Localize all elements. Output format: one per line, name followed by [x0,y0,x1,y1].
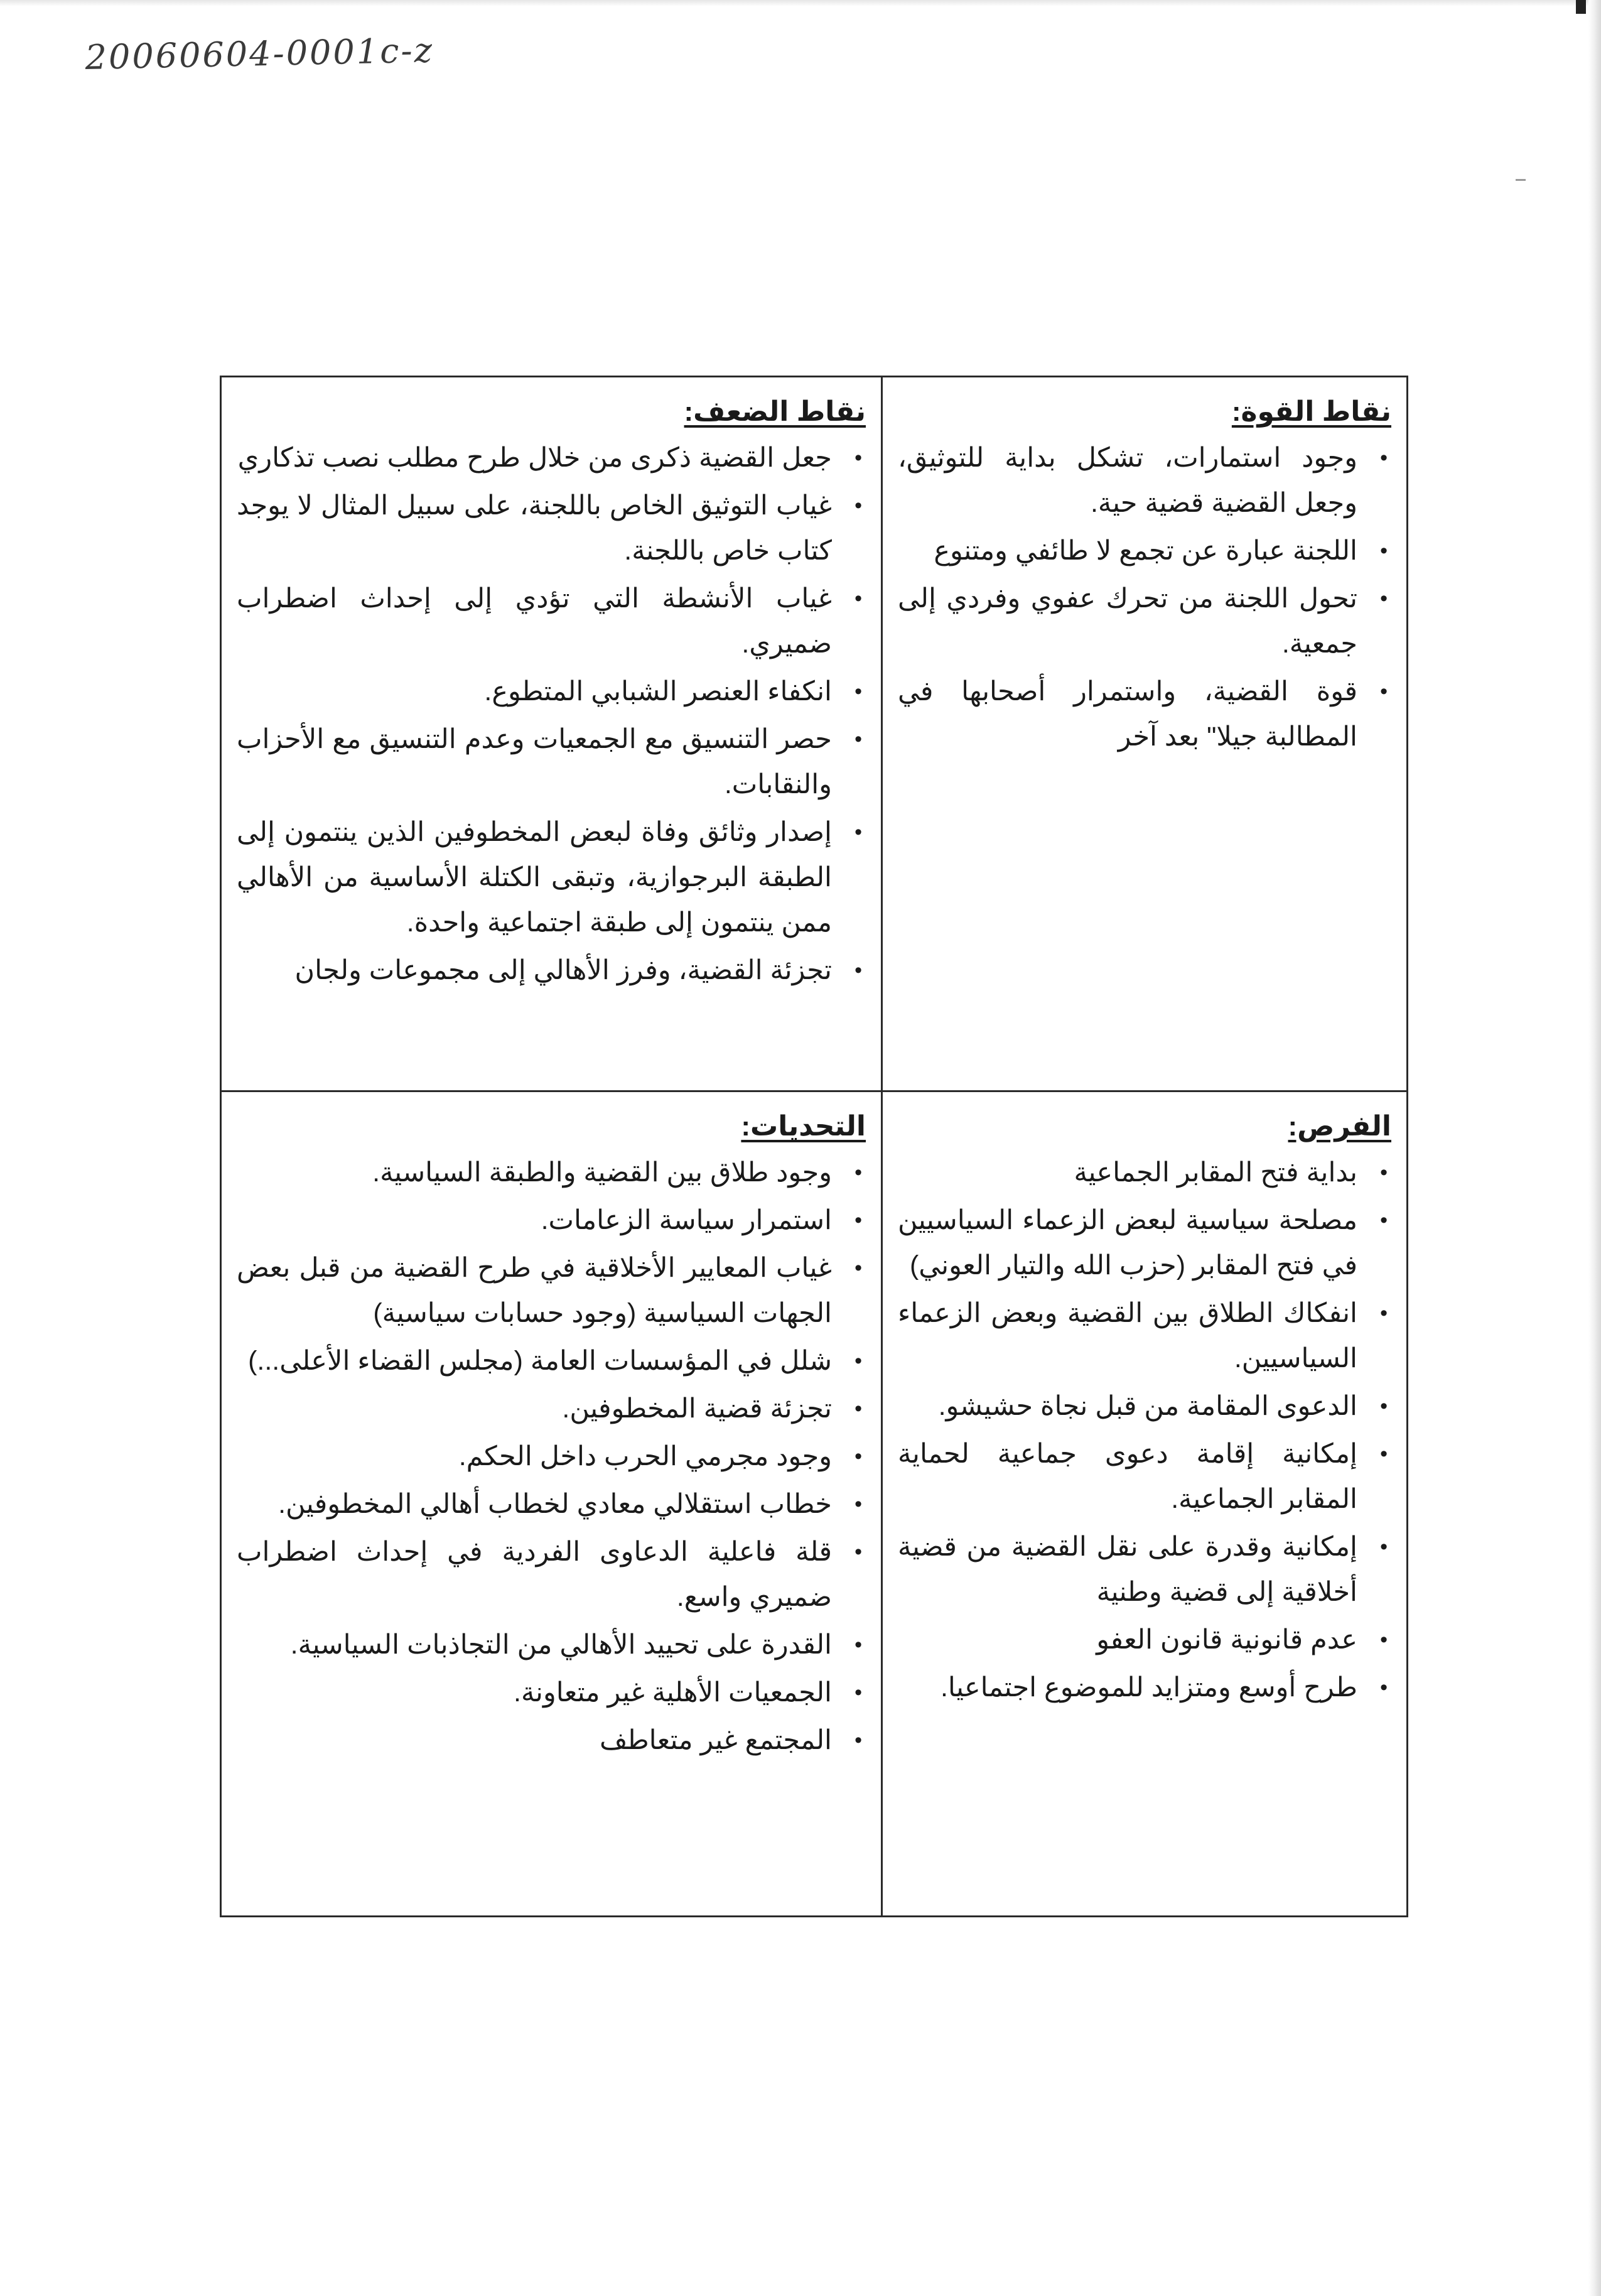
bullet-icon: • [1380,587,1388,610]
list-item [898,1431,1391,1522]
bullet-icon: • [854,1633,862,1657]
strengths-cell [882,377,1408,1091]
scan-corner-mark [1576,0,1586,14]
item-text: وجود طلاق بين القضية والطبقة السياسية. [372,1157,832,1188]
item-text: الدعوى المقامة من قبل نجاة حشيشو. [938,1391,1357,1421]
item-text: غياب التوثيق الخاص باللجنة، على سبيل المثال لا يوجد كتاب خاص باللجنة. [237,490,832,566]
list-item [237,1150,866,1195]
bullet-icon: • [1380,1394,1388,1418]
table-row [221,377,1408,1091]
list-item [898,1384,1391,1429]
list-item [237,1198,866,1243]
list-item [237,1386,866,1431]
item-text: إمكانية وقدرة على نقل القضية من قضية أخلاقية إلى قضية وطنية [898,1532,1357,1607]
list-item [237,948,866,993]
item-text: خطاب استقلالي معادي لخطاب أهالي المخطوفين. [278,1489,832,1519]
list-item [898,528,1391,573]
bullet-icon: • [854,958,862,982]
list-item [898,1524,1391,1615]
item-text: وجود استمارات، تشكل بداية للتوثيق، وجعل القضية قضية حية. [898,443,1357,518]
weaknesses-list [237,435,866,993]
scan-right-edge [1588,0,1601,2296]
item-text: إمكانية إقامة دعوى جماعية لحماية المقابر الجماعية. [898,1439,1357,1514]
bullet-icon: • [1380,1676,1388,1699]
item-text: وجود مجرمي الحرب داخل الحكم. [458,1441,832,1471]
bullet-icon: • [1380,1442,1388,1466]
threats-cell [221,1091,882,1917]
strengths-list [898,435,1391,759]
item-text: القدرة على تحييد الأهالي من التجاذبات السياسية. [290,1630,832,1660]
table-row [221,1091,1408,1917]
bullet-icon: • [854,1728,862,1752]
handwritten-reference: 20060604-0001c-z [85,30,434,77]
list-item [898,1198,1391,1288]
bullet-icon: • [854,1492,862,1516]
scan-top-shadow [0,0,1601,6]
bullet-icon: • [1380,680,1388,703]
list-item [237,1481,866,1527]
bullet-icon: • [854,1208,862,1232]
item-text: تجزئة قضية المخطوفين. [562,1394,832,1424]
stray-mark [1516,179,1526,181]
item-text: انكفاء العنصر الشبابي المتطوع. [484,676,832,707]
item-text: طرح أوسع ومتزايد للموضوع اجتماعيا. [940,1672,1357,1703]
item-text: انفكاك الطلاق بين القضية وبعض الزعماء السياسيين. [898,1298,1357,1373]
item-text: شلل في المؤسسات العامة (مجلس القضاء الأعلى...) [248,1346,832,1376]
bullet-icon: • [854,1444,862,1468]
opportunities-title: الفرص: [1288,1111,1391,1142]
bullet-icon: • [1380,446,1388,470]
list-item [237,1718,866,1763]
item-text: إصدار وثائق وفاة لبعض المخطوفين الذين ينتمون إلى الطبقة البرجوازية، وتبقى الكتلة الأساسية من الأهالي ممن ينتمون إلى طبقة اجتماعية واحدة. [237,817,832,938]
bullet-icon: • [854,820,862,844]
bullet-icon: • [1380,1535,1388,1559]
list-item [237,717,866,807]
bullet-icon: • [854,727,862,751]
list-item [898,669,1391,759]
list-item [237,1529,866,1620]
threats-title: التحديات: [741,1111,866,1142]
list-item [237,1245,866,1336]
bullet-icon: • [854,446,862,470]
bullet-icon: • [854,680,862,703]
opportunities-list [898,1150,1391,1710]
list-item [237,1670,866,1715]
bullet-icon: • [1380,1301,1388,1325]
bullet-icon: • [1380,1628,1388,1652]
item-text: تجزئة القضية، وفرز الأهالي إلى مجموعات ولجان [294,955,832,985]
list-item [898,435,1391,526]
opportunities-cell [882,1091,1408,1917]
item-text: غياب الأنشطة التي تؤدي إلى إحداث اضطراب ضميري. [237,583,832,659]
weaknesses-cell [221,377,882,1091]
bullet-icon: • [1380,1208,1388,1232]
bullet-icon: • [854,1256,862,1280]
bullet-icon: • [1380,1161,1388,1184]
bullet-icon: • [854,1349,862,1373]
item-text: عدم قانونية قانون العفو [1096,1625,1357,1655]
item-text: غياب المعايير الأخلاقية في طرح القضية من قبل بعض الجهات السياسية (وجود حسابات سياسية) [237,1253,832,1328]
strengths-title: نقاط القوة: [1231,396,1391,427]
list-item [898,1617,1391,1662]
item-text: بداية فتح المقابر الجماعية [1074,1157,1357,1188]
bullet-icon: • [854,494,862,517]
swot-table [220,376,1408,1917]
list-item [898,1150,1391,1195]
item-text: المجتمع غير متعاطف [599,1725,832,1755]
list-item [898,576,1391,666]
item-text: جعل القضية ذكرى من خلال طرح مطلب نصب تذكاري [237,443,832,473]
bullet-icon: • [854,1397,862,1421]
threats-list [237,1150,866,1763]
list-item [237,1622,866,1667]
list-item [237,810,866,945]
bullet-icon: • [854,1161,862,1184]
item-text: اللجنة عبارة عن تجمع لا طائفي ومتنوع [934,536,1357,566]
list-item [237,1338,866,1384]
weaknesses-title: نقاط الضعف: [684,396,866,427]
item-text: استمرار سياسة الزعامات. [541,1205,832,1235]
bullet-icon: • [854,1681,862,1704]
list-item [237,669,866,714]
item-text: تحول اللجنة من تحرك عفوي وفردي إلى جمعية. [898,583,1357,659]
bullet-icon: • [1380,539,1388,563]
bullet-icon: • [854,1540,862,1564]
list-item [237,576,866,666]
item-text: مصلحة سياسية لبعض الزعماء السياسيين في فتح المقابر (حزب الله والتيار العوني) [898,1205,1357,1281]
list-item [237,1434,866,1479]
list-item [237,483,866,573]
list-item [237,435,866,480]
list-item [898,1665,1391,1710]
item-text: قوة القضية، واستمرار أصحابها في المطالبة جيلا" بعد آخر [898,676,1357,752]
item-text: حصر التنسيق مع الجمعيات وعدم التنسيق مع الأحزاب والنقابات. [237,724,832,799]
list-item [898,1291,1391,1381]
item-text: قلة فاعلية الدعاوى الفردية في إحداث اضطراب ضميري واسع. [237,1537,832,1612]
bullet-icon: • [854,587,862,610]
item-text: الجمعيات الأهلية غير متعاونة. [514,1677,832,1708]
